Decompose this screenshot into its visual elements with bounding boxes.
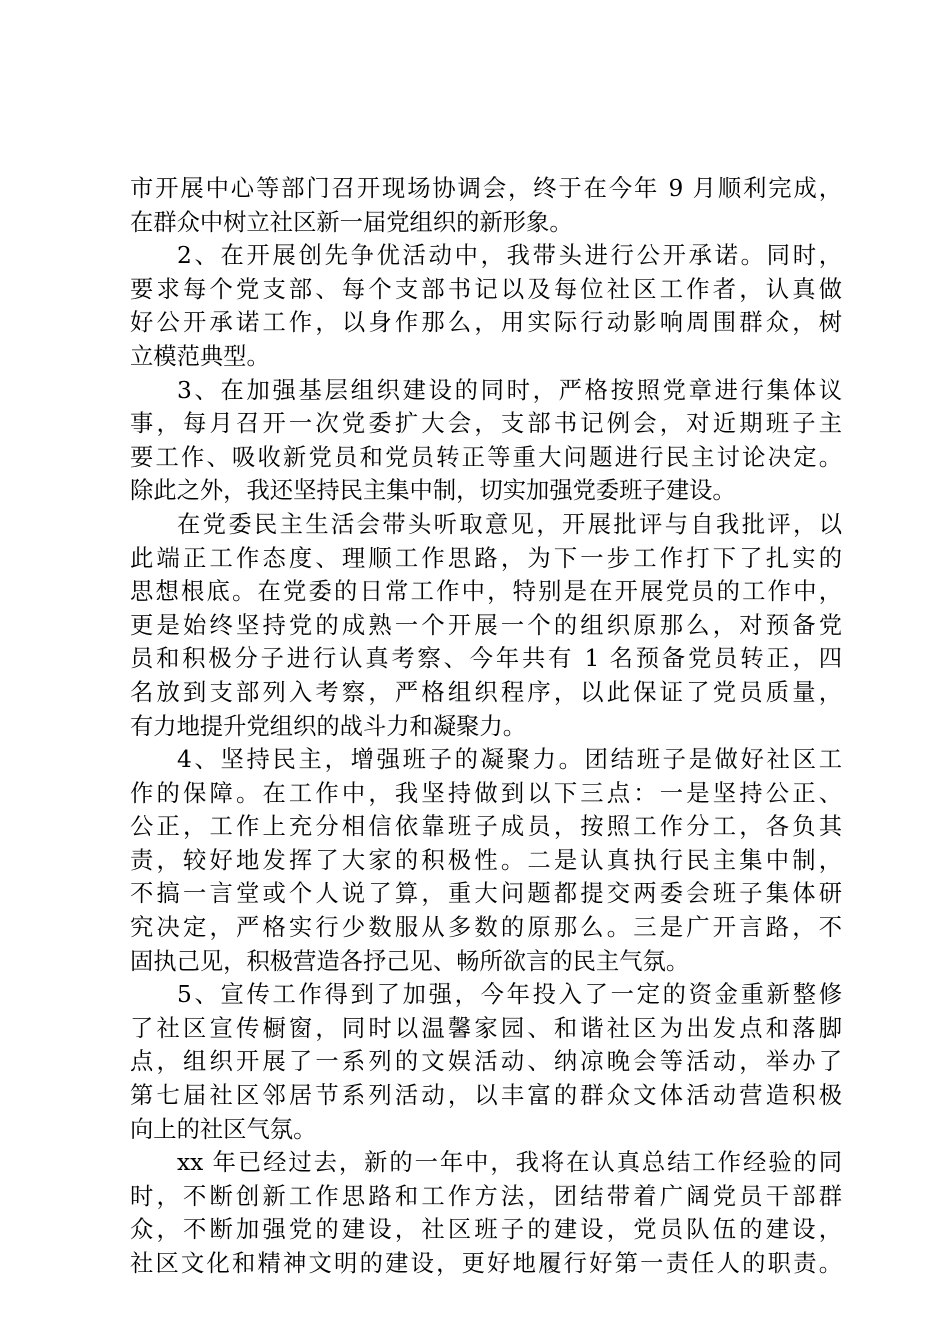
text-line: 固执己见，积极营造各抒己见、畅所欲言的民主气氛。 <box>130 947 690 975</box>
paragraph-6 <box>130 978 842 1146</box>
paragraph-5 <box>130 743 842 978</box>
text-line: 立模范典型。 <box>130 342 270 370</box>
text-line: 4、坚持民主，增强班子的凝聚力。团结班子是做好社区工 <box>177 746 842 774</box>
text-line: 作的保障。在工作中，我坚持做到以下三点：一是坚持公正、 <box>130 779 842 807</box>
text-line: 社区文化和精神文明的建设，更好地履行好第一责任人的职责。 <box>130 1250 842 1277</box>
paragraph-1 <box>130 172 842 239</box>
text-line: 第七届社区邻居节系列活动，以丰富的群众文体活动营造积极 <box>130 1082 842 1110</box>
text-line: 此端正工作态度、理顺工作思路，为下一步工作打下了扎实的 <box>130 544 842 572</box>
text-line: 2、在开展创先争优活动中，我带头进行公开承诺。同时， <box>177 242 842 270</box>
paragraph-3 <box>130 374 842 508</box>
text-line: 责，较好地发挥了大家的积极性。二是认真执行民主集中制， <box>130 846 842 874</box>
text-line: 在群众中树立社区新一届党组织的新形象。 <box>130 208 573 236</box>
text-line: 3、在加强基层组织建设的同时，严格按照党章进行集体议 <box>177 376 842 404</box>
text-line: 向上的社区气氛。 <box>130 1115 317 1143</box>
text-line: 公正，工作上充分相信依靠班子成员，按照工作分工，各负其 <box>130 813 842 841</box>
paragraph-7 <box>130 1146 842 1280</box>
text-line: 市开展中心等部门召开现场协调会，终于在今年 9 月顺利完成， <box>130 175 842 202</box>
text-line: 更是始终坚持党的成熟一个开展一个的组织原那么，对预备党 <box>130 611 842 639</box>
text-line: 究决定，严格实行少数服从多数的原那么。三是广开言路，不 <box>130 914 842 942</box>
paragraph-4 <box>130 508 842 743</box>
text-line: 员和积极分子进行认真考察、今年共有 1 名预备党员转正，四 <box>130 645 842 673</box>
text-line: 在党委民主生活会带头听取意见，开展批评与自我批评，以 <box>177 510 842 538</box>
text-line: 思想根底。在党委的日常工作中，特别是在开展党员的工作中， <box>130 578 842 606</box>
text-line: 了社区宣传橱窗，同时以温馨家园、和谐社区为出发点和落脚 <box>130 1014 842 1042</box>
text-line: 有力地提升党组织的战斗力和凝聚力。 <box>130 712 527 740</box>
text-line: 要求每个党支部、每个支部书记以及每位社区工作者，认真做 <box>130 275 842 303</box>
text-line: 事，每月召开一次党委扩大会，支部书记例会，对近期班子主 <box>130 410 842 438</box>
text-line: 名放到支部列入考察，严格组织程序，以此保证了党员质量， <box>130 678 842 706</box>
text-line: 点，组织开展了一系列的文娱活动、纳凉晚会等活动，举办了 <box>130 1048 842 1076</box>
text-line: 5、宣传工作得到了加强，今年投入了一定的资金重新整修 <box>177 981 842 1009</box>
document-body <box>130 172 842 1281</box>
text-line: 时，不断创新工作思路和工作方法，团结带着广阔党员干部群 <box>130 1182 842 1210</box>
text-line: xx 年已经过去，新的一年中，我将在认真总结工作经验的同 <box>177 1149 842 1177</box>
text-line: 众，不断加强党的建设，社区班子的建设，党员队伍的建设， <box>130 1216 842 1244</box>
text-line: 要工作、吸收新党员和党员转正等重大问题进行民主讨论决定。 <box>130 443 842 471</box>
text-line: 除此之外，我还坚持民主集中制，切实加强党委班子建设。 <box>130 477 736 505</box>
paragraph-2 <box>130 239 842 373</box>
text-line: 好公开承诺工作，以身作那么，用实际行动影响周围群众，树 <box>130 309 842 337</box>
text-line: 不搞一言堂或个人说了算，重大问题都提交两委会班子集体研 <box>130 880 842 908</box>
